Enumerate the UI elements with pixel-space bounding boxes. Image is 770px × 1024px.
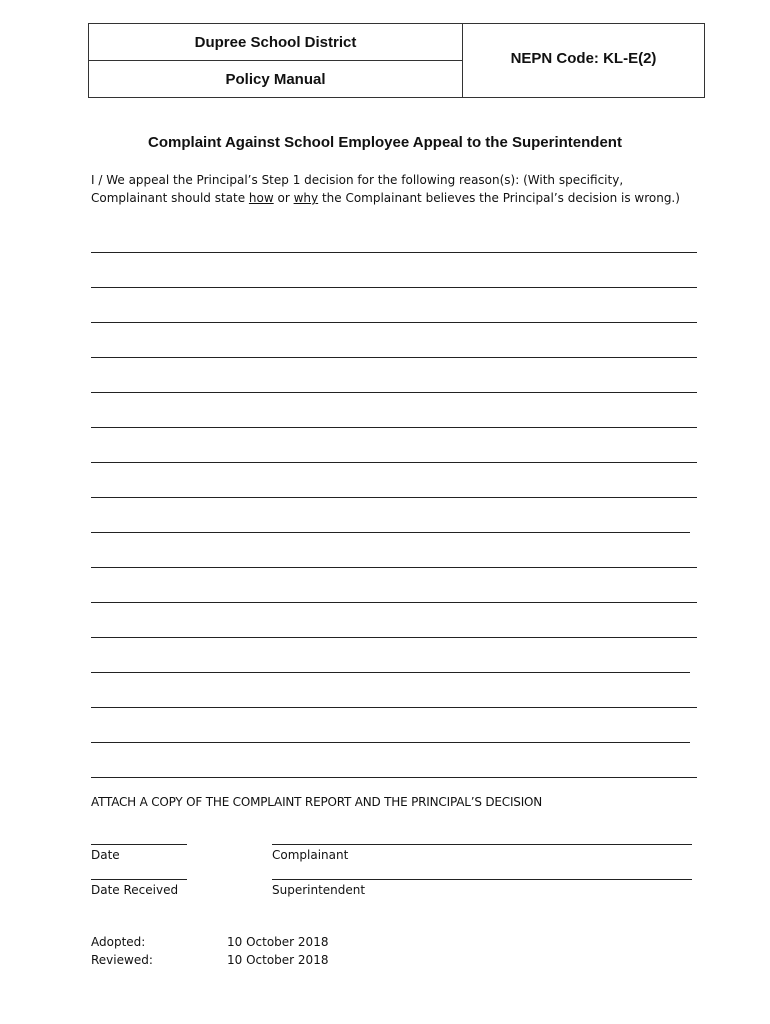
- reason-line[interactable]: [91, 742, 690, 743]
- intro-how: how: [248, 191, 274, 205]
- adopted-label: Adopted:: [91, 935, 146, 949]
- reason-line[interactable]: [91, 567, 697, 568]
- date-received-signature-line[interactable]: [91, 879, 187, 880]
- intro-why: why: [293, 191, 319, 205]
- date-signature-line[interactable]: [91, 844, 187, 845]
- reviewed-date: 10 October 2018: [227, 953, 329, 967]
- complainant-label: Complainant: [272, 848, 349, 862]
- superintendent-signature-line[interactable]: [272, 879, 692, 880]
- reason-line[interactable]: [91, 532, 690, 533]
- superintendent-label: Superintendent: [272, 883, 366, 897]
- reason-line[interactable]: [91, 602, 697, 603]
- reason-line[interactable]: [91, 637, 697, 638]
- date-label: Date: [91, 848, 120, 862]
- reason-line[interactable]: [91, 777, 697, 778]
- reason-line[interactable]: [91, 392, 697, 393]
- reason-line[interactable]: [91, 462, 697, 463]
- complainant-signature-line[interactable]: [272, 844, 692, 845]
- intro-paragraph: [91, 171, 691, 207]
- reason-line[interactable]: [91, 672, 690, 673]
- reason-line[interactable]: [91, 287, 697, 288]
- form-title: Complaint Against School Employee Appeal to the Superintendent: [148, 134, 622, 151]
- header-table: [88, 23, 705, 98]
- intro-text-end: the Complainant believes the Principal’s decision is wrong.): [318, 191, 680, 205]
- reason-line[interactable]: [91, 497, 697, 498]
- reason-line[interactable]: [91, 707, 697, 708]
- intro-text-start: I / We appeal the Principal’s Step 1 decision for the following reason(s): (With specificity, Complainant should state: [91, 173, 624, 205]
- nepn-code: NEPN Code: KL-E(2): [510, 50, 657, 67]
- manual-name: Policy Manual: [225, 70, 326, 88]
- header-left-column: [89, 24, 463, 97]
- reason-line[interactable]: [91, 252, 697, 253]
- reason-line[interactable]: [91, 427, 697, 428]
- reason-line[interactable]: [91, 357, 697, 358]
- adopted-date: 10 October 2018: [227, 935, 329, 949]
- attach-notice: ATTACH A COPY OF THE COMPLAINT REPORT AND THE PRINCIPAL’S DECISION: [91, 795, 543, 809]
- reviewed-label: Reviewed:: [91, 953, 153, 967]
- date-received-label: Date Received: [91, 883, 179, 897]
- intro-or: or: [273, 191, 294, 205]
- reason-line[interactable]: [91, 322, 697, 323]
- district-name: Dupree School District: [89, 24, 462, 61]
